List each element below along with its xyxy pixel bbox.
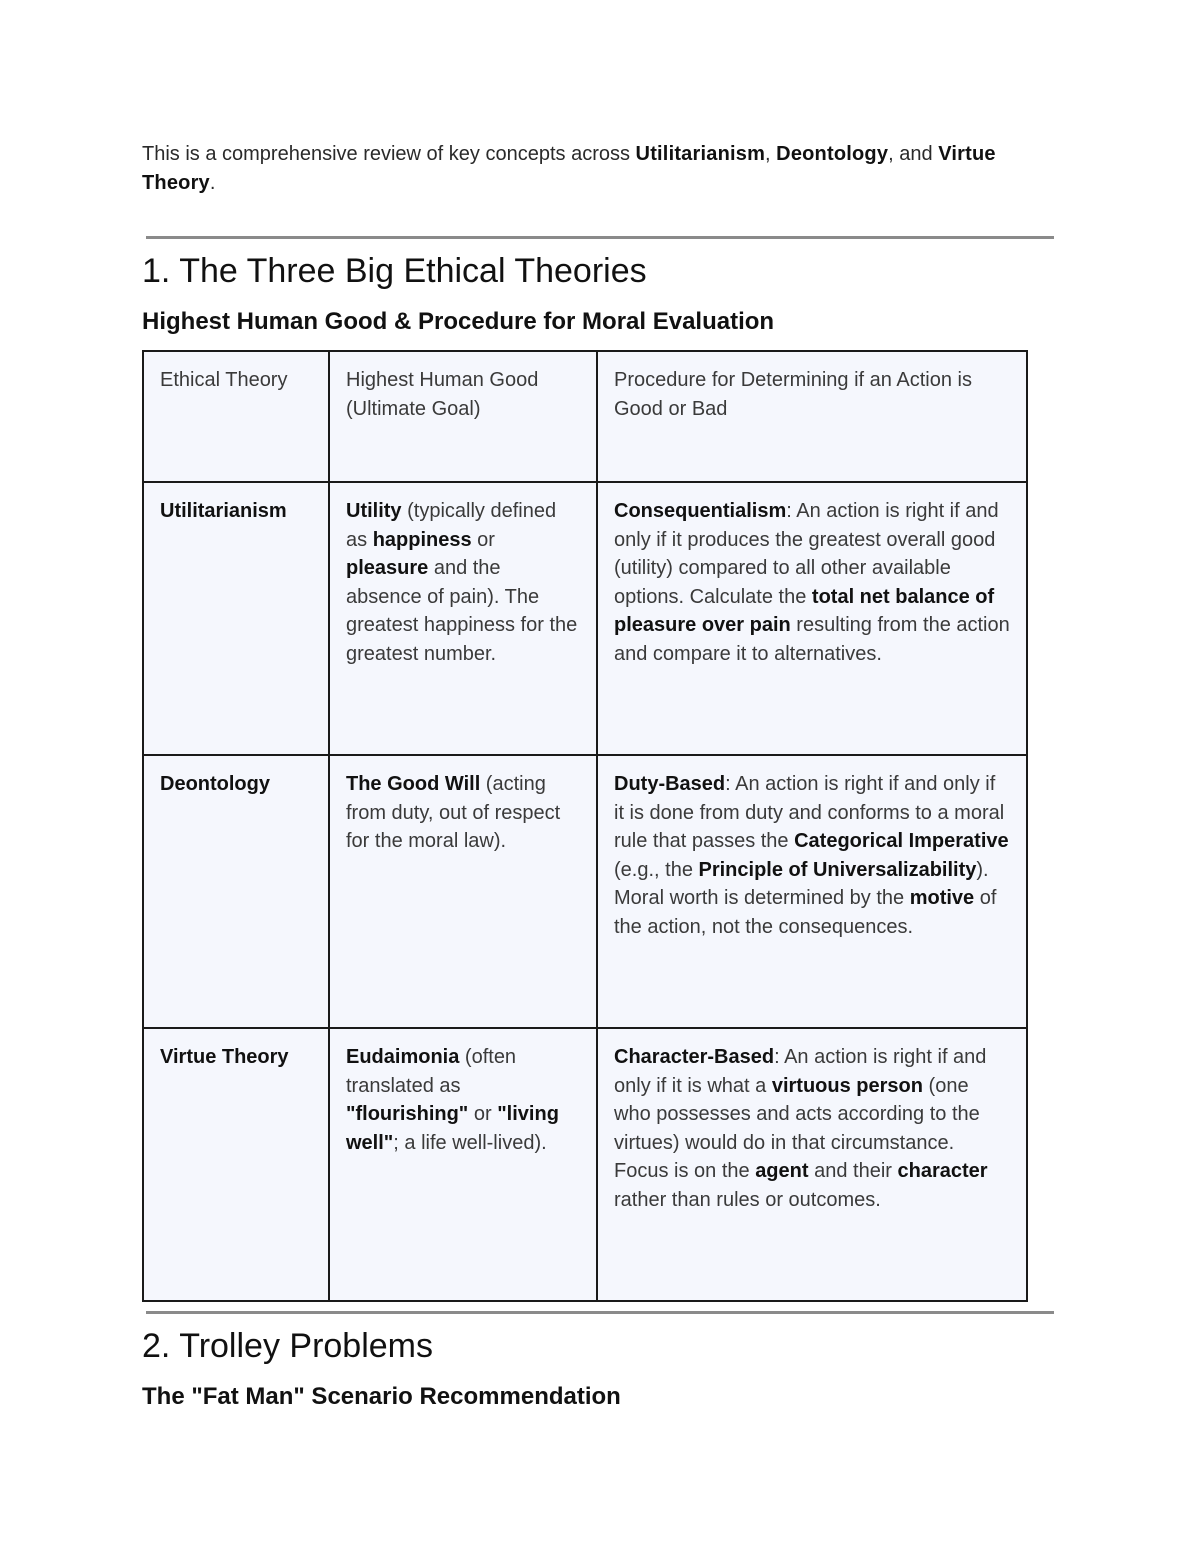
cell-text: and their <box>808 1160 898 1182</box>
cell-text: (acting from duty, out of respect for the moral law). <box>346 773 561 852</box>
theory-name-cell: Utilitarianism <box>143 482 329 755</box>
highest-good-cell <box>329 482 597 755</box>
bold-term: total net balance of pleasure over pain <box>614 585 995 636</box>
section-1-heading: 1. The Three Big Ethical Theories <box>142 252 647 290</box>
bold-term: agent <box>755 1160 809 1182</box>
intro-text: , and <box>888 143 939 165</box>
cell-text: rather than rules or outcomes. <box>614 1188 881 1211</box>
bold-term: character <box>897 1160 988 1182</box>
bold-term: "flourishing" <box>346 1103 469 1125</box>
section-2-subheading: The "Fat Man" Scenario Recommendation <box>142 1383 621 1410</box>
horizontal-rule <box>146 1311 1054 1314</box>
table-row-deontology <box>143 755 1027 1028</box>
bold-term: motive <box>909 887 975 909</box>
bold-term: Categorical Imperative <box>794 830 1009 852</box>
bold-term: Principle of Universalizability <box>698 858 977 881</box>
procedure-cell <box>597 755 1027 1028</box>
intro-text: This is a comprehensive review of key concepts across <box>142 143 636 165</box>
cell-text: : An action is right if and only if it is done from duty and conforms to a moral rule that passes the <box>614 773 1005 852</box>
bold-term: The Good Will <box>346 773 481 795</box>
bold-term: happiness <box>372 528 472 551</box>
procedure-cell <box>597 482 1027 755</box>
cell-text: : An action is right if and only if it produces the greatest overall good (utility) compared to all other available options. Calculate the <box>614 500 999 608</box>
highest-good-cell <box>329 1028 597 1301</box>
table-row-virtue-theory <box>143 1028 1027 1301</box>
cell-text: of the action, not the consequences. <box>614 887 997 938</box>
cell-text: resulting from the action and compare it to alternatives. <box>614 614 1010 665</box>
cell-text: : An action is right if and only if it is what a <box>614 1046 987 1097</box>
section-2-heading: 2. Trolley Problems <box>142 1327 433 1365</box>
cell-text: (often translated as <box>346 1046 517 1097</box>
table-header-row <box>143 351 1027 482</box>
cell-text: and the absence of pain). The greatest happiness for the greatest number. <box>346 557 578 665</box>
intro-text: , <box>765 143 777 165</box>
intro-text: . <box>209 172 216 194</box>
intro-paragraph <box>142 140 1072 198</box>
header-cell-highest-good: Highest Human Good (Ultimate Goal) <box>329 351 597 482</box>
procedure-cell <box>597 1028 1027 1301</box>
bold-term: virtuous person <box>771 1074 923 1097</box>
header-cell-ethical-theory: Ethical Theory <box>143 351 329 482</box>
horizontal-rule <box>146 236 1054 239</box>
bold-term: Eudaimonia <box>346 1046 460 1068</box>
cell-text: or <box>471 528 495 551</box>
cell-text: (one who possesses and acts according to the virtues) would do in that circumstance. Focus is on the <box>614 1074 980 1182</box>
bold-term: Consequentialism <box>614 500 787 522</box>
intro-term-deontology: Deontology <box>776 143 889 165</box>
bold-term: Character-Based <box>614 1046 775 1068</box>
cell-text: or <box>468 1103 498 1125</box>
intro-term-utilitarianism: Utilitarianism <box>635 143 766 165</box>
header-cell-procedure: Procedure for Determining if an Action is Good or Bad <box>597 351 1027 482</box>
cell-text: ; a life well-lived). <box>393 1131 547 1154</box>
section-1-subheading: Highest Human Good & Procedure for Moral Evaluation <box>142 308 775 335</box>
intro-term-virtue-theory: Virtue Theory <box>142 143 996 194</box>
table-row-utilitarianism <box>143 482 1027 755</box>
cell-text: (typically defined as <box>346 500 557 551</box>
cell-text: ). Moral worth is determined by the <box>614 858 989 909</box>
bold-term: Duty-Based <box>614 773 726 795</box>
bold-term: pleasure <box>346 557 429 579</box>
bold-term: Utility <box>346 500 402 522</box>
highest-good-cell <box>329 755 597 1028</box>
bold-term: "living well" <box>346 1103 559 1154</box>
theory-name-cell: Virtue Theory <box>143 1028 329 1301</box>
ethical-theories-table <box>142 350 1028 1302</box>
cell-text: (e.g., the <box>614 858 699 881</box>
theory-name-cell: Deontology <box>143 755 329 1028</box>
